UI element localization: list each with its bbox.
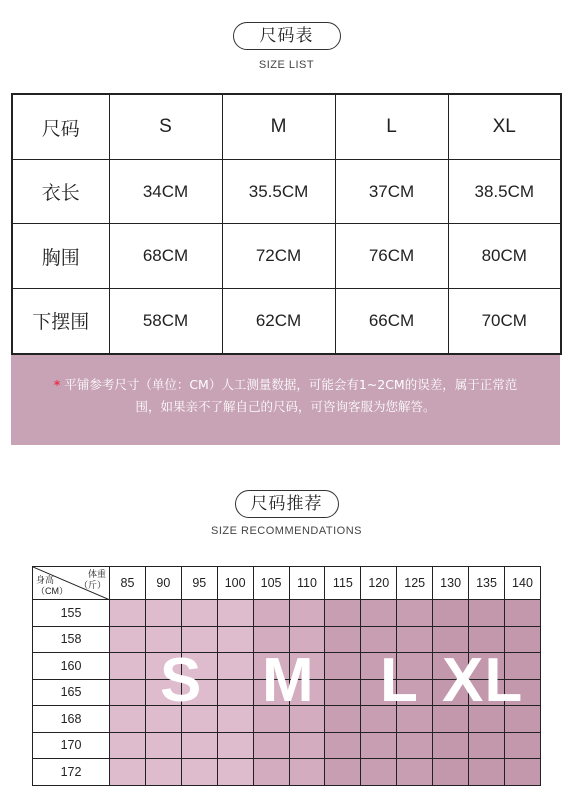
size-zone-cell-s <box>217 759 253 786</box>
table-row <box>33 732 541 759</box>
size-zone-cell-s <box>110 732 146 759</box>
size-zone-cell-m <box>289 732 325 759</box>
height-cell: 155 <box>33 600 110 627</box>
table-cell: 72CM <box>222 224 335 288</box>
height-cell: 165 <box>33 679 110 706</box>
size-zone-cell-l <box>325 679 361 706</box>
weight-cell: 105 <box>253 567 289 600</box>
size-zone-cell-s <box>145 732 181 759</box>
weight-label: 体重 <box>87 569 106 579</box>
size-zone-cell-s <box>110 653 146 680</box>
corner-cell <box>33 567 110 600</box>
size-zone-cell-s <box>181 759 217 786</box>
header-cell-l: L <box>335 94 448 160</box>
header-cell-s: S <box>109 94 222 160</box>
measurement-note <box>11 355 560 445</box>
size-label-m: M <box>262 646 315 715</box>
size-zone-cell-l <box>325 732 361 759</box>
table-cell: 38.5CM <box>448 160 561 224</box>
size-zone-cell-m <box>253 600 289 627</box>
size-recommendation-title: 尺码推荐 <box>235 490 339 518</box>
size-zone-cell-s <box>217 626 253 653</box>
height-axis-label <box>36 575 68 597</box>
height-label: 身高 <box>36 575 55 585</box>
header-cell-xl: XL <box>448 94 561 160</box>
weight-cell: 135 <box>469 567 505 600</box>
weight-cell: 140 <box>504 567 540 600</box>
weight-cell: 130 <box>433 567 469 600</box>
size-zone-cell-l <box>325 759 361 786</box>
table-cell: 76CM <box>335 224 448 288</box>
weight-header-row <box>33 567 541 600</box>
size-zone-cell-l <box>325 600 361 627</box>
table-cell: 34CM <box>109 160 222 224</box>
row-label-length: 衣长 <box>12 160 109 224</box>
size-zone-cell-s <box>110 626 146 653</box>
size-zone-cell-s <box>217 653 253 680</box>
size-zone-cell-xl <box>504 759 540 786</box>
table-row <box>33 759 541 786</box>
table-cell: 58CM <box>109 288 222 354</box>
row-label-chest: 胸围 <box>12 224 109 288</box>
size-zone-cell-s <box>217 600 253 627</box>
size-zone-cell-l <box>325 626 361 653</box>
header-cell-m: M <box>222 94 335 160</box>
size-zone-cell-s <box>110 600 146 627</box>
size-zone-cell-s <box>217 679 253 706</box>
weight-cell: 120 <box>361 567 397 600</box>
height-cell: 170 <box>33 732 110 759</box>
size-zone-cell-s <box>145 759 181 786</box>
size-zone-cell-m <box>289 759 325 786</box>
table-row <box>12 160 561 224</box>
size-zone-cell-xl <box>504 732 540 759</box>
weight-cell: 90 <box>145 567 181 600</box>
size-zone-cell-xl <box>504 600 540 627</box>
size-label-s: S <box>160 646 203 715</box>
size-zone-cell-xl <box>469 759 505 786</box>
size-label-xl: XL <box>442 646 524 715</box>
height-cell: 172 <box>33 759 110 786</box>
size-label-l: L <box>380 646 419 715</box>
weight-axis-label <box>79 569 106 591</box>
note-line-1 <box>25 374 546 396</box>
size-zone-cell-m <box>253 759 289 786</box>
size-zone-cell-xl <box>433 732 469 759</box>
note-text-1: 平铺参考尺寸（单位：CM）人工测量数据，可能会有1~2CM的误差，属于正常范 <box>64 377 518 392</box>
size-zone-cell-s <box>217 732 253 759</box>
size-zone-cell-l <box>361 759 397 786</box>
row-label-hem: 下摆围 <box>12 288 109 354</box>
header-cell-size: 尺码 <box>12 94 109 160</box>
weight-unit: （斤） <box>78 580 106 590</box>
size-zone-cell-xl <box>469 600 505 627</box>
table-row <box>33 600 541 627</box>
size-zone-cell-l <box>361 600 397 627</box>
weight-cell: 95 <box>181 567 217 600</box>
table-row <box>12 288 561 354</box>
weight-cell: 115 <box>325 567 361 600</box>
size-zone-cell-xl <box>433 600 469 627</box>
size-zone-cell-l <box>397 600 433 627</box>
height-cell: 160 <box>33 653 110 680</box>
table-cell: 70CM <box>448 288 561 354</box>
table-cell: 80CM <box>448 224 561 288</box>
size-list-subtitle: SIZE LIST <box>258 59 315 71</box>
table-cell: 66CM <box>335 288 448 354</box>
weight-cell: 125 <box>397 567 433 600</box>
size-list-title: 尺码表 <box>233 22 341 50</box>
size-zone-cell-m <box>289 600 325 627</box>
size-zone-cell-s <box>217 706 253 733</box>
height-cell: 168 <box>33 706 110 733</box>
size-zone-cell-l <box>325 706 361 733</box>
height-unit: （CM） <box>36 586 68 596</box>
size-zone-cell-xl <box>469 732 505 759</box>
size-zone-cell-s <box>181 600 217 627</box>
size-zone-cell-s <box>110 759 146 786</box>
size-zone-cell-s <box>145 600 181 627</box>
size-zone-cell-s <box>181 732 217 759</box>
table-cell: 68CM <box>109 224 222 288</box>
size-zone-cell-l <box>361 732 397 759</box>
asterisk-icon: * <box>53 377 61 392</box>
size-zone-cell-l <box>325 653 361 680</box>
weight-cell: 110 <box>289 567 325 600</box>
table-cell: 35.5CM <box>222 160 335 224</box>
weight-cell: 85 <box>110 567 146 600</box>
table-cell: 37CM <box>335 160 448 224</box>
weight-cell: 100 <box>217 567 253 600</box>
size-zone-cell-xl <box>433 759 469 786</box>
height-cell: 158 <box>33 626 110 653</box>
size-table-header-row <box>12 94 561 160</box>
size-zone-cell-s <box>110 679 146 706</box>
size-zone-cell-m <box>253 732 289 759</box>
size-zone-cell-l <box>397 732 433 759</box>
table-row <box>12 224 561 288</box>
size-recommendation-subtitle: SIZE RECOMMENDATIONS <box>211 525 362 537</box>
size-zone-cell-l <box>397 759 433 786</box>
size-table <box>11 93 562 355</box>
note-line-2: 围，如果亲不了解自己的尺码，可咨询客服为您解答。 <box>135 399 436 414</box>
size-zone-cell-s <box>110 706 146 733</box>
table-cell: 62CM <box>222 288 335 354</box>
